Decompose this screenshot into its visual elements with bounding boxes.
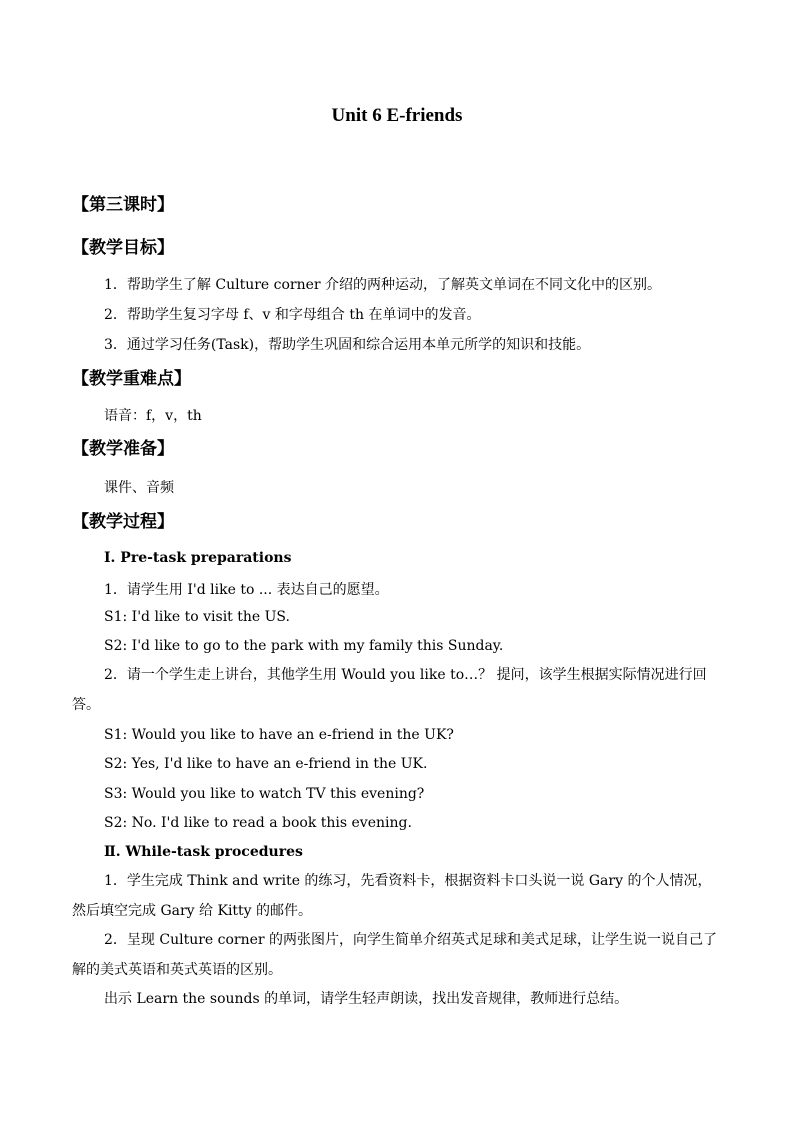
dialog-line: S3: Would you like to watch TV this evening? (104, 786, 425, 802)
pre-task-step: 2．请一个学生走上讲台，其他学生用 Would you like to…？ 提问，该学生根据实际情况进行回答。 (72, 667, 707, 713)
preparation-heading: 【教学准备】 (72, 439, 174, 459)
preparation-text: 课件、音频 (104, 480, 174, 496)
while-task-step: 1．学生完成 Think and write 的练习，先看资料卡，根据资料卡口头说一说 Gary 的个人情况，然后填空完成 Gary 给 Kitty 的邮件。 (72, 873, 712, 919)
while-task-step: 出示 Learn the sounds 的单词，请学生轻声朗读，找出发音规律，教师进行总结。 (104, 991, 629, 1007)
objective-item: 3．通过学习任务(Task)，帮助学生巩固和综合运用本单元所学的知识和技能。 (104, 337, 591, 353)
pre-task-step: 1．请学生用 I'd like to ... 表达自己的愿望。 (104, 582, 389, 598)
dialog-line: S2: No. I'd like to read a book this evening. (104, 815, 412, 831)
document-title: Unit 6 E-friends (331, 105, 463, 126)
process-heading: 【教学过程】 (72, 512, 174, 532)
dialog-line: S1: I'd like to visit the US. (104, 609, 290, 625)
dialog-line: S2: Yes, I'd like to have an e-friend in the UK. (104, 756, 428, 772)
objective-item: 2．帮助学生复习字母 f、v 和字母组合 th 在单词中的发音。 (104, 307, 481, 323)
lesson-label: 【第三课时】 (72, 195, 174, 215)
while-task-heading: Ⅱ. While-task procedures (104, 844, 303, 860)
dialog-line: S1: Would you like to have an e-friend in the UK? (104, 727, 454, 743)
pre-task-heading: Ⅰ. Pre-task preparations (104, 550, 292, 566)
key-points-text: 语音：f，v，th (104, 408, 202, 424)
while-task-step: 2．呈现 Culture corner 的两张图片，向学生简单介绍英式足球和美式足球，让学生说一说自己了解的美式英语和英式英语的区别。 (72, 932, 718, 978)
key-points-heading: 【教学重难点】 (72, 369, 191, 389)
objectives-heading: 【教学目标】 (72, 238, 174, 258)
dialog-line: S2: I'd like to go to the park with my family this Sunday. (104, 638, 504, 654)
objective-item: 1．帮助学生了解 Culture corner 介绍的两种运动，了解英文单词在不同文化中的区别。 (104, 277, 662, 293)
